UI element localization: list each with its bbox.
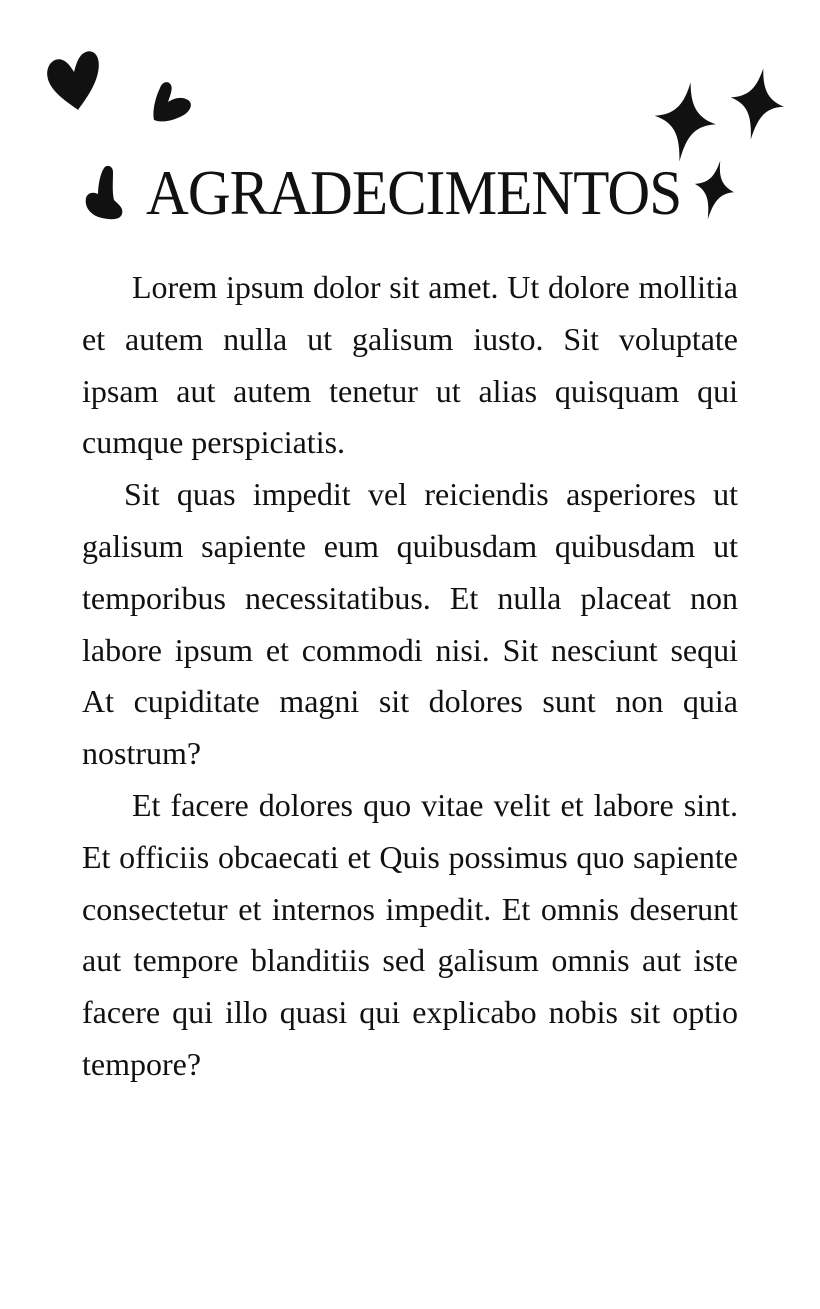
sparkle-icon <box>692 158 736 222</box>
sparkle-icon <box>652 80 718 164</box>
paragraph-1: Lorem ipsum dolor sit amet. Ut dolore mollitia et autem nulla ut galisum iusto. Sit voluptate ipsam aut autem tenetur ut alias quisquam qui cumque perspiciatis. <box>82 269 738 461</box>
heart-icon <box>82 162 128 222</box>
body-text <box>82 262 738 1091</box>
paragraph-2: Sit quas impedit vel reiciendis asperiores ut galisum sapiente eum quibusdam quibusdam ut temporibus necessitatibus. Et nulla placeat non labore ipsum et commodi nisi. Sit nesciunt sequi At cupiditate magni sit dolores sunt non quia nostrum? <box>82 476 738 772</box>
heart-icon <box>148 76 198 128</box>
page-title: AGRADECIMENTOS <box>146 158 682 228</box>
heart-icon <box>44 48 106 114</box>
paragraph-3: Et facere dolores quo vitae velit et labore sint. Et officiis obcaecati et Quis possimus quo sapiente consectetur et internos impedit. Et omnis deserunt aut tempore blanditiis sed galisum omnis aut iste facere qui illo quasi qui explicabo nobis sit optio tempore? <box>82 786 738 1082</box>
sparkle-icon <box>728 66 786 142</box>
